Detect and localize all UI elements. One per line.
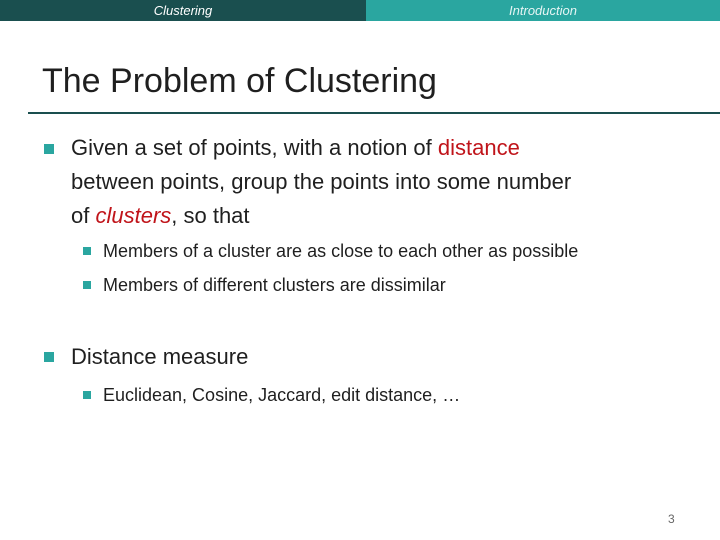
bullet-1-text-3b: , so that <box>171 203 250 228</box>
sub-bullet-3: Euclidean, Cosine, Jaccard, edit distance, … <box>103 385 461 405</box>
header-bar <box>0 0 720 21</box>
header-left-label: Clustering <box>153 3 213 18</box>
bullet-1-line-1 <box>71 131 520 165</box>
emphasis-distance: distance <box>437 135 520 160</box>
title-divider <box>28 112 720 114</box>
bullet-1-text: Given a set of points, with a notion of <box>71 135 438 160</box>
bullet-1-line-3 <box>71 199 250 233</box>
emphasis-clusters: clusters <box>95 203 172 228</box>
bullet-2: Distance measure <box>71 344 249 369</box>
header-tab-introduction <box>366 0 720 21</box>
header-tab-clustering <box>0 0 366 21</box>
sub-bullet-square-icon <box>83 281 91 289</box>
sub-bullet-square-icon <box>83 247 91 255</box>
page-number: 3 <box>668 512 675 526</box>
bullet-1-line-2: between points, group the points into some number <box>71 169 572 194</box>
sub-bullet-square-icon <box>83 391 91 399</box>
bullet-square-icon <box>44 144 54 154</box>
bullet-1-text-3a: of <box>71 203 96 228</box>
slide-title: The Problem of Clustering <box>42 62 437 100</box>
sub-bullet-1: Members of a cluster are as close to each other as possible <box>103 241 579 261</box>
bullet-square-icon <box>44 352 54 362</box>
sub-bullet-2: Members of different clusters are dissimilar <box>103 275 446 295</box>
header-right-label: Introduction <box>509 3 577 18</box>
